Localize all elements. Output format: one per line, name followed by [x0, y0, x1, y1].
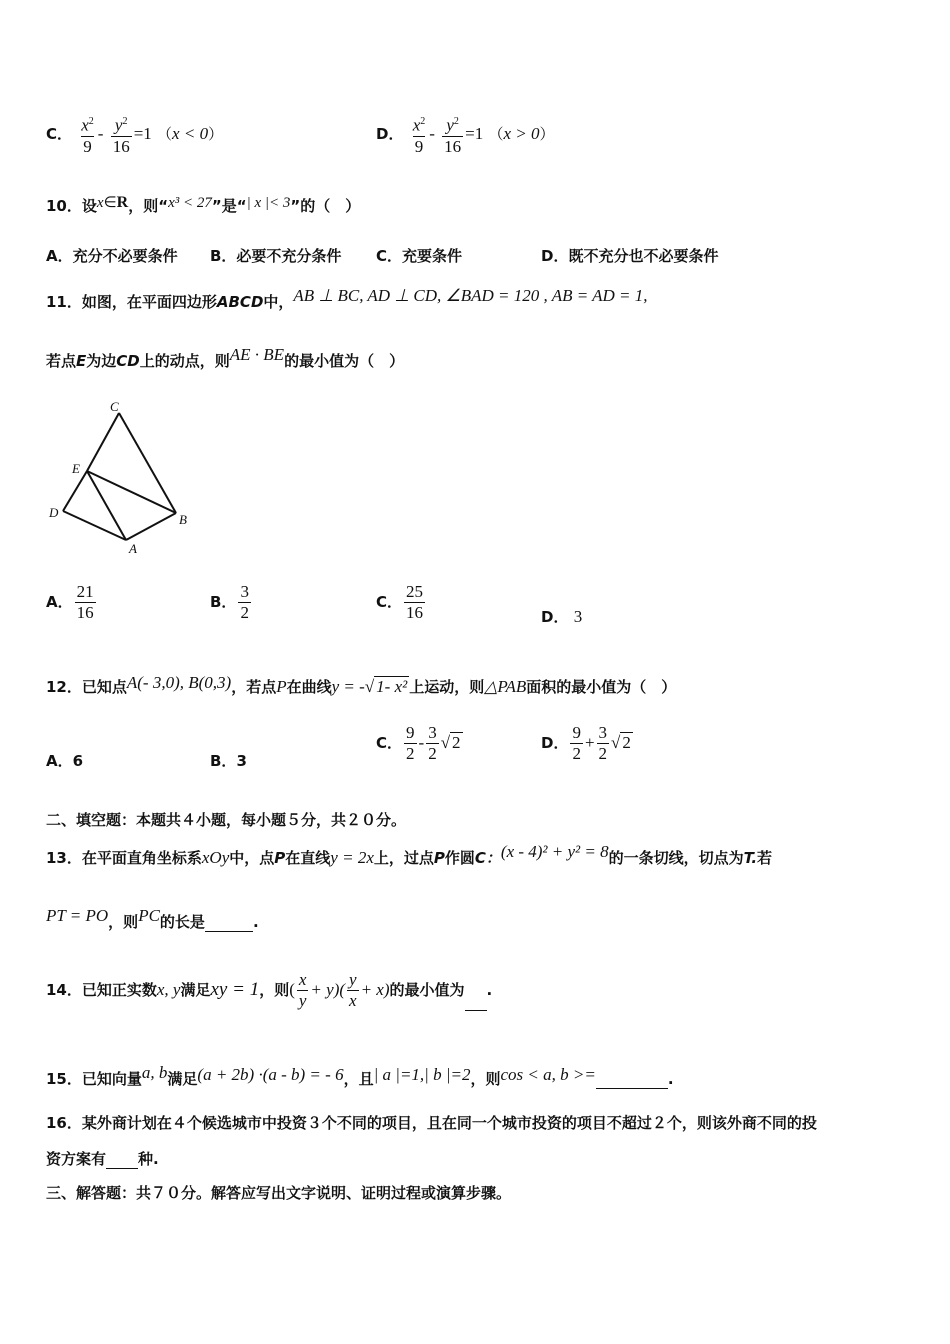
text: P	[433, 849, 445, 867]
answer-blank[interactable]	[205, 931, 253, 932]
fraction: $\frac{25}{16}$	[406, 582, 424, 622]
q9-option-d: D． $\frac{x^2}{9}$ - $\frac{y^2}{16}$ =1 （x > 0）	[376, 112, 555, 157]
text: 为边	[86, 352, 117, 370]
question-16	[46, 1112, 817, 1133]
q11-option-c	[376, 582, 427, 623]
option-value: 3	[573, 607, 583, 626]
text: ，且	[343, 1070, 374, 1088]
radicand: 2	[452, 733, 461, 752]
q11-option-d	[541, 606, 582, 627]
text: ，则	[128, 197, 159, 215]
condition: x > 0	[503, 123, 540, 143]
circle-equation: (x - 4)² + y² = 8	[500, 842, 609, 861]
q12-option-b	[210, 750, 247, 771]
text: 在平面直角坐标系	[81, 849, 202, 867]
condition-2: | x |< 3	[246, 195, 291, 211]
edge-AB	[126, 513, 176, 540]
text: ，若点	[231, 678, 277, 696]
q10-option-b: B．必要不充分条件	[210, 247, 342, 265]
text: 在直线	[285, 849, 331, 867]
q12-option-c: C． $\frac{9}{2}$ - $\frac{3}{2}$ √ 2	[376, 723, 461, 763]
condition: PT = PO	[46, 906, 109, 925]
text: 某外商计划在４个候选城市中投资３个不同的项目，且在同一个城市投资的项目不超过２个，则该外商不同的投	[81, 1114, 817, 1132]
option-value: 3	[236, 752, 247, 770]
fraction: $\frac{x^2}{9}$	[81, 115, 94, 156]
text: 是	[221, 197, 237, 215]
option-label: B．	[210, 593, 237, 611]
text: ABCD	[216, 293, 264, 311]
text: 上的动点，则	[139, 352, 230, 370]
answer-blank[interactable]	[106, 1168, 138, 1169]
option-label: D．	[376, 124, 404, 143]
text: 的最小值为	[389, 981, 465, 999]
variables: x, y	[156, 980, 181, 999]
question-12: 12．已知点A(- 3,0), B(0,3)，若点P在曲线y = -√ 1- x² 上运动，则△PAB面积的最小值为（ ）	[46, 673, 677, 696]
question-number: 13．	[46, 849, 82, 867]
answer-blank[interactable]	[596, 1088, 668, 1089]
text: 面积的最小值为（ ）	[526, 678, 677, 696]
text: .	[486, 981, 493, 999]
text: C：	[474, 849, 501, 867]
vertex-label-b: B	[179, 512, 187, 527]
text: ，则	[108, 913, 139, 931]
edge-EA	[87, 471, 126, 540]
fraction: $\frac{9}{2}$	[406, 723, 415, 763]
quadrilateral-figure	[40, 395, 200, 560]
option-label: B．	[210, 752, 237, 770]
text: .	[252, 913, 259, 931]
question-10: 10．设x∈R，则“x³ < 27”是“| x |< 3”的（ ）	[46, 194, 361, 215]
dot-product-expr: AE · BE	[229, 345, 285, 364]
fraction: $\frac{y^2}{16}$	[444, 115, 462, 156]
option-label: D．	[541, 734, 569, 752]
question-11	[46, 286, 648, 312]
condition: x < 0	[172, 123, 209, 143]
option-label: C．	[376, 734, 403, 752]
line-equation: y = 2x	[330, 848, 374, 867]
points: A(- 3,0), B(0,3)	[126, 673, 232, 692]
text: 在曲线	[286, 678, 332, 696]
fraction: $\frac{3}{2}$	[240, 582, 249, 622]
fraction: $\frac{3}{2}$	[598, 723, 608, 763]
text: 的（ ）	[300, 197, 361, 215]
curve-lhs: y = -	[331, 677, 365, 696]
fraction: $\frac{3}{2}$	[428, 723, 437, 763]
section-2-heading: 二、填空题：本题共４小题，每小题５分，共２０分。	[46, 811, 407, 829]
edge-DA	[63, 511, 126, 540]
text: 若	[757, 849, 773, 867]
edge-EB	[87, 471, 176, 513]
question-15	[46, 1063, 674, 1089]
q9-option-c: C． $\frac{x^2}{9}$ - $\frac{y^2}{16}$ =1 （x < 0）	[46, 112, 223, 157]
condition-1: (a + 2b) ·(a - b) = - 6	[197, 1065, 344, 1084]
text: 的一条切线，切点为	[608, 849, 744, 867]
section-3-heading: 三、解答题：共７０分。解答应写出文字说明、证明过程或演算步骤。	[46, 1184, 512, 1202]
option-label: D．	[541, 608, 569, 626]
fraction: $\frac{y}{x}$	[349, 970, 357, 1010]
question-14: 14．已知正实数x, y满足xy = 1，则( $\frac{x}{y}$ + y)( $\frac{y}{x}$ + x)的最小值为 .	[46, 970, 493, 1010]
text: 设	[81, 197, 97, 215]
q10-option-d: D．既不充分也不必要条件	[541, 247, 719, 265]
text: 已知点	[81, 678, 127, 696]
text: 已知正实数	[81, 981, 157, 999]
fraction: $\frac{y^2}{16}$	[112, 115, 130, 156]
fraction: $\frac{9}{2}$	[572, 723, 581, 763]
question-number: 12．	[46, 678, 82, 696]
q10-option-a: A．充分不必要条件	[46, 247, 178, 265]
text: 上运动，则	[409, 678, 485, 696]
option-value: 6	[72, 752, 84, 770]
fraction: $\frac{x^2}{9}$	[412, 115, 426, 156]
text: T.	[743, 849, 758, 867]
point-p: P	[276, 677, 287, 696]
radicand: 2	[622, 733, 631, 752]
text: 中，	[263, 293, 294, 311]
vertex-label-a: A	[129, 541, 137, 556]
text: 的长是	[159, 913, 205, 931]
question-13-line-2	[46, 906, 259, 932]
question-number: 14．	[46, 981, 82, 999]
text: 已知向量	[81, 1070, 142, 1088]
answer-blank[interactable]	[465, 1010, 487, 1011]
conditions: AB ⊥ BC, AD ⊥ CD, ∠BAD = 120 , AB = AD = 1,	[293, 286, 648, 305]
q11-option-a	[46, 582, 98, 623]
fraction: $\frac{21}{16}$	[76, 582, 94, 622]
text: 作圆	[444, 849, 475, 867]
text: 种.	[138, 1150, 159, 1168]
q11-option-b	[210, 582, 253, 623]
condition: xy = 1	[210, 979, 260, 1000]
vertex-label-c: C	[110, 399, 119, 414]
edge-CB	[119, 413, 176, 513]
fraction: $\frac{x}{y}$	[298, 970, 307, 1010]
operator: +	[584, 733, 595, 752]
question-number: 16．	[46, 1114, 82, 1132]
text: 资方案有	[46, 1150, 107, 1168]
text: 满足	[167, 1070, 198, 1088]
edge-CE	[87, 413, 119, 471]
question-16-line-2	[46, 1148, 159, 1169]
cos-expression: cos < a, b >=	[500, 1065, 596, 1084]
question-number: 15．	[46, 1070, 82, 1088]
vertex-label-d: D	[49, 505, 59, 520]
curve-radicand: 1- x²	[376, 677, 408, 696]
segment-pc: PC	[138, 906, 160, 925]
text: 中，点	[229, 849, 275, 867]
text: P	[274, 849, 286, 867]
text: 的最小值为（ ）	[284, 352, 405, 370]
option-label: A．	[46, 593, 73, 611]
text: ，则	[470, 1070, 501, 1088]
text: 如图，在平面四边形	[81, 293, 217, 311]
question-11-line-2	[46, 345, 404, 371]
q12-option-d: D． $\frac{9}{2}$ + $\frac{3}{2}$ √ 2	[541, 723, 631, 763]
option-label: C．	[46, 124, 73, 143]
text: 若点	[46, 352, 77, 370]
text: .	[667, 1070, 674, 1088]
triangle: △PAB	[484, 677, 527, 696]
text: CD	[116, 352, 140, 370]
operator: -	[418, 733, 425, 752]
question-13	[46, 842, 772, 868]
option-label: A．	[46, 752, 73, 770]
text: 上，过点	[373, 849, 434, 867]
vectors: a, b	[141, 1063, 168, 1082]
question-number: 11．	[46, 293, 82, 311]
coord-system: xOy	[201, 848, 230, 867]
q10-option-c: C．充要条件	[376, 247, 463, 265]
edge-ED	[63, 471, 87, 511]
option-label: C．	[376, 593, 403, 611]
question-number: 10．	[46, 197, 82, 215]
text: 满足	[180, 981, 211, 999]
text: E	[76, 352, 87, 370]
text: ，则	[259, 981, 290, 999]
condition-2: | a |=1,| b |=2	[373, 1065, 471, 1084]
condition-1: x³ < 27	[168, 195, 212, 211]
q12-option-a	[46, 750, 83, 771]
vertex-label-e: E	[72, 461, 80, 476]
